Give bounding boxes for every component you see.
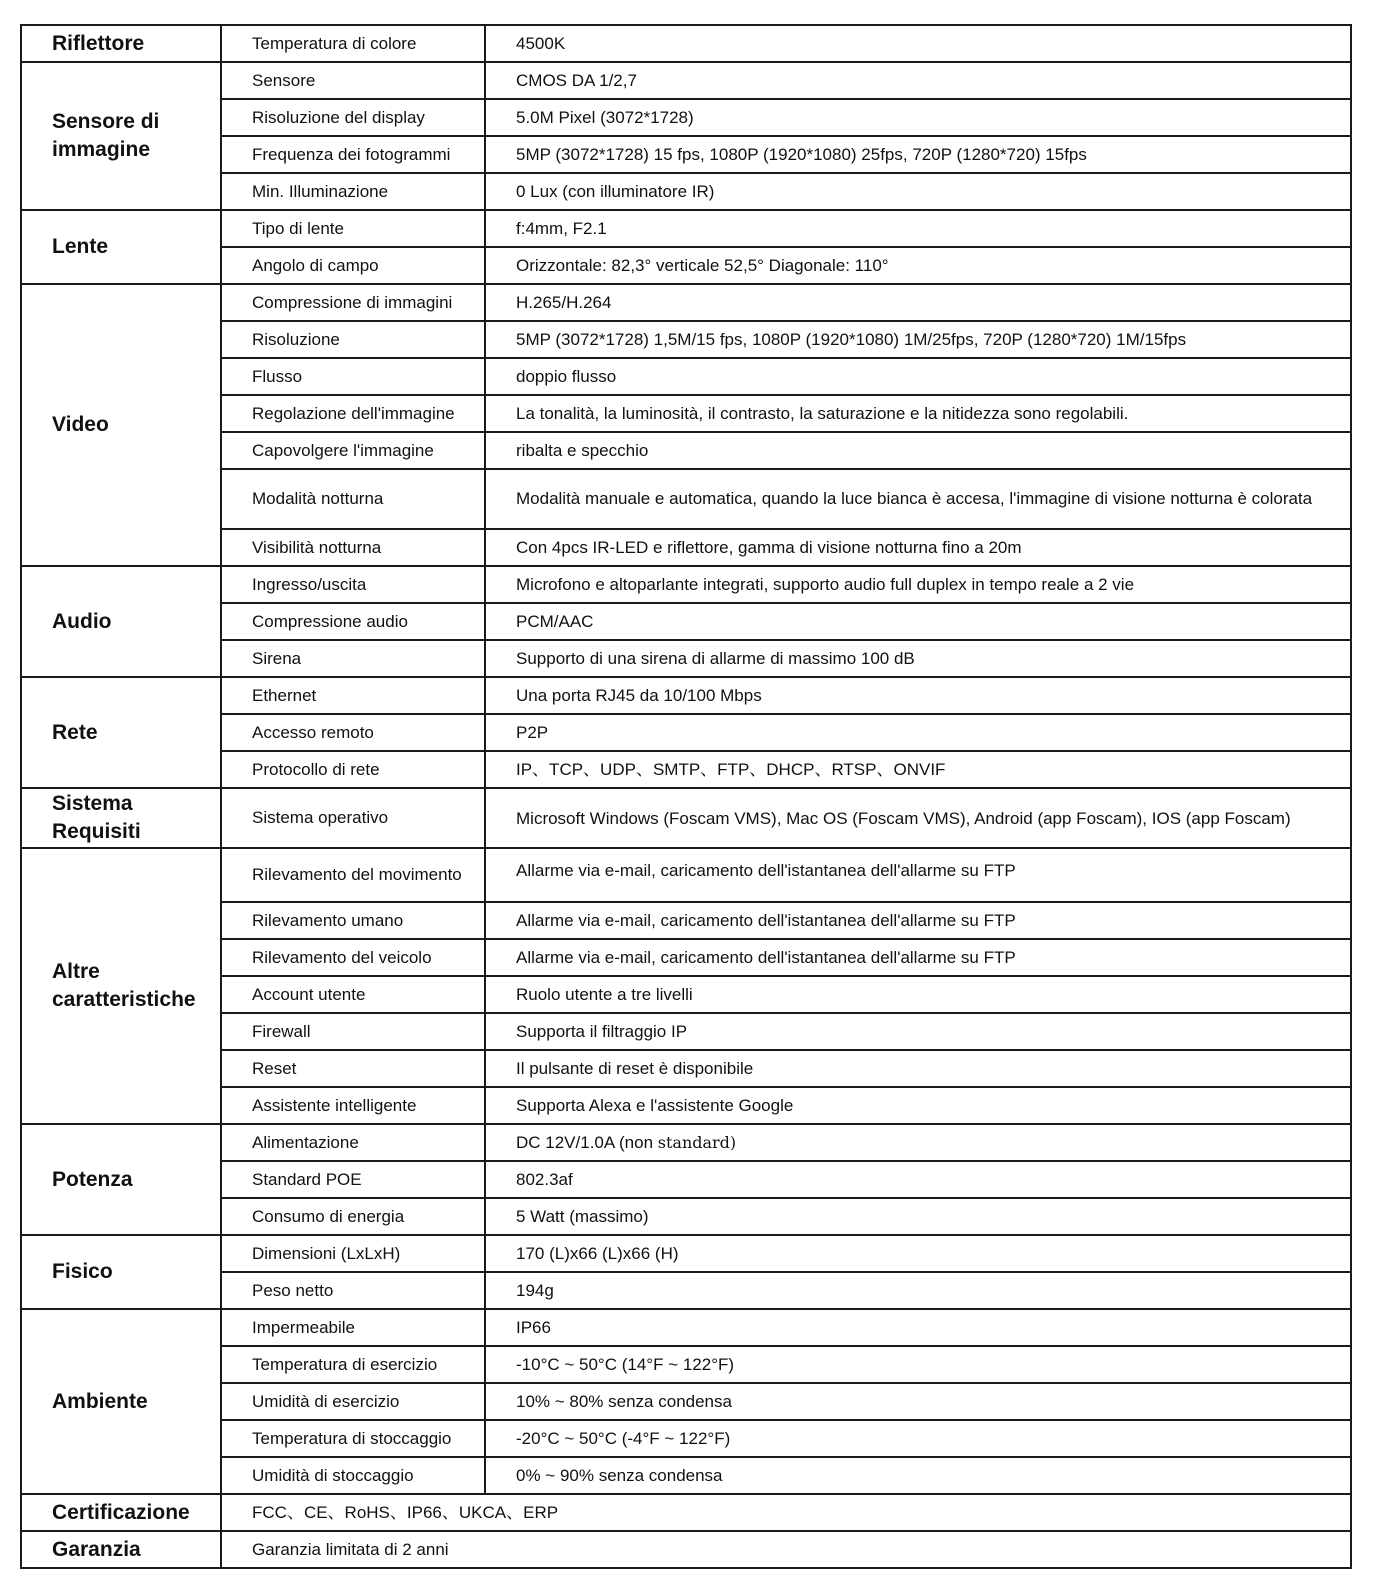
category-cell: Rete xyxy=(21,677,221,788)
feature-cell: Firewall xyxy=(221,1013,485,1050)
value-cell: Modalità manuale e automatica, quando la luce bianca è accesa, l'immagine di visione notturna è colorata xyxy=(485,469,1351,529)
value-cell: La tonalità, la luminosità, il contrasto, la saturazione e la nitidezza sono regolabili. xyxy=(485,395,1351,432)
table-row xyxy=(21,1124,1351,1161)
feature-cell: Sensore xyxy=(221,62,485,99)
table-row xyxy=(21,677,1351,714)
feature-cell: Accesso remoto xyxy=(221,714,485,751)
table-row xyxy=(21,1087,1351,1124)
category-cell: Certificazione xyxy=(21,1494,221,1531)
value-cell: 5MP (3072*1728) 15 fps, 1080P (1920*1080) 25fps, 720P (1280*720) 15fps xyxy=(485,136,1351,173)
category-cell: Altre caratteristiche xyxy=(21,848,221,1124)
table-row xyxy=(21,321,1351,358)
table-row xyxy=(21,1309,1351,1346)
value-cell: CMOS DA 1/2,7 xyxy=(485,62,1351,99)
value-cell: FCC、CE、RoHS、IP66、UKCA、ERP xyxy=(221,1494,1351,1531)
table-row xyxy=(21,25,1351,62)
value-cell: IP、TCP、UDP、SMTP、FTP、DHCP、RTSP、ONVIF xyxy=(485,751,1351,788)
feature-cell: Rilevamento del veicolo xyxy=(221,939,485,976)
feature-cell: Risoluzione del display xyxy=(221,99,485,136)
spec-table-body xyxy=(21,25,1351,1568)
feature-cell: Rilevamento umano xyxy=(221,902,485,939)
table-row xyxy=(21,714,1351,751)
feature-cell: Min. Illuminazione xyxy=(221,173,485,210)
value-cell: Allarme via e-mail, caricamento dell'istantanea dell'allarme su FTP xyxy=(485,848,1351,902)
table-row xyxy=(21,136,1351,173)
feature-cell: Flusso xyxy=(221,358,485,395)
value-cell: Con 4pcs IR-LED e riflettore, gamma di visione notturna fino a 20m xyxy=(485,529,1351,566)
feature-cell: Risoluzione xyxy=(221,321,485,358)
table-row xyxy=(21,1494,1351,1531)
value-cell: Supporto di una sirena di allarme di massimo 100 dB xyxy=(485,640,1351,677)
category-cell: Sistema Requisiti xyxy=(21,788,221,848)
table-row xyxy=(21,99,1351,136)
table-row xyxy=(21,1457,1351,1494)
feature-cell: Visibilità notturna xyxy=(221,529,485,566)
value-cell: Allarme via e-mail, caricamento dell'istantanea dell'allarme su FTP xyxy=(485,902,1351,939)
table-row xyxy=(21,395,1351,432)
value-cell: Microfono e altoparlante integrati, supporto audio full duplex in tempo reale a 2 vie xyxy=(485,566,1351,603)
table-row xyxy=(21,210,1351,247)
value-cell: 10% ~ 80% senza condensa xyxy=(485,1383,1351,1420)
table-row xyxy=(21,358,1351,395)
feature-cell: Dimensioni (LxLxH) xyxy=(221,1235,485,1272)
feature-cell: Regolazione dell'immagine xyxy=(221,395,485,432)
table-row xyxy=(21,1198,1351,1235)
feature-cell: Frequenza dei fotogrammi xyxy=(221,136,485,173)
value-cell: Supporta Alexa e l'assistente Google xyxy=(485,1087,1351,1124)
feature-cell: Sistema operativo xyxy=(221,788,485,848)
value-cell: 170 (L)x66 (L)x66 (H) xyxy=(485,1235,1351,1272)
value-cell: PCM/AAC xyxy=(485,603,1351,640)
value-cell: 802.3af xyxy=(485,1161,1351,1198)
feature-cell: Rilevamento del movimento xyxy=(221,848,485,902)
table-row xyxy=(21,1272,1351,1309)
value-cell: 0% ~ 90% senza condensa xyxy=(485,1457,1351,1494)
feature-cell: Standard POE xyxy=(221,1161,485,1198)
value-cell: Supporta il filtraggio IP xyxy=(485,1013,1351,1050)
table-row xyxy=(21,1531,1351,1568)
value-cell: 4500K xyxy=(485,25,1351,62)
category-cell: Potenza xyxy=(21,1124,221,1235)
value-cell: 194g xyxy=(485,1272,1351,1309)
feature-cell: Protocollo di rete xyxy=(221,751,485,788)
value-cell: -20°C ~ 50°C (-4°F ~ 122°F) xyxy=(485,1420,1351,1457)
table-row xyxy=(21,976,1351,1013)
feature-cell: Assistente intelligente xyxy=(221,1087,485,1124)
table-row xyxy=(21,902,1351,939)
feature-cell: Umidità di esercizio xyxy=(221,1383,485,1420)
table-row xyxy=(21,603,1351,640)
value-cell: Il pulsante di reset è disponibile xyxy=(485,1050,1351,1087)
value-cell: ribalta e specchio xyxy=(485,432,1351,469)
value-cell: P2P xyxy=(485,714,1351,751)
value-cell: -10°C ~ 50°C (14°F ~ 122°F) xyxy=(485,1346,1351,1383)
value-cell: doppio flusso xyxy=(485,358,1351,395)
table-row xyxy=(21,469,1351,529)
feature-cell: Consumo di energia xyxy=(221,1198,485,1235)
category-cell: Lente xyxy=(21,210,221,284)
table-row xyxy=(21,432,1351,469)
feature-cell: Compressione audio xyxy=(221,603,485,640)
category-cell: Audio xyxy=(21,566,221,677)
table-row xyxy=(21,1013,1351,1050)
table-row xyxy=(21,566,1351,603)
spec-table xyxy=(20,24,1352,1569)
value-cell: H.265/H.264 xyxy=(485,284,1351,321)
table-row xyxy=(21,1383,1351,1420)
feature-cell: Modalità notturna xyxy=(221,469,485,529)
category-cell: Fisico xyxy=(21,1235,221,1309)
value-cell: f:4mm, F2.1 xyxy=(485,210,1351,247)
value-cell: Orizzontale: 82,3° verticale 52,5° Diagonale: 110° xyxy=(485,247,1351,284)
table-row xyxy=(21,939,1351,976)
feature-cell: Ethernet xyxy=(221,677,485,714)
category-cell: Video xyxy=(21,284,221,566)
table-row xyxy=(21,62,1351,99)
value-cell: 0 Lux (con illuminatore IR) xyxy=(485,173,1351,210)
value-text: DC 12V/1.0A (non xyxy=(516,1132,654,1152)
table-row xyxy=(21,1420,1351,1457)
feature-cell: Compressione di immagini xyxy=(221,284,485,321)
feature-cell: Reset xyxy=(221,1050,485,1087)
table-row xyxy=(21,1161,1351,1198)
value-cell: 5 Watt (massimo) xyxy=(485,1198,1351,1235)
value-cell: Garanzia limitata di 2 anni xyxy=(221,1531,1351,1568)
feature-cell: Peso netto xyxy=(221,1272,485,1309)
value-cell xyxy=(485,1124,1351,1161)
category-cell: Ambiente xyxy=(21,1309,221,1494)
feature-cell: Sirena xyxy=(221,640,485,677)
feature-cell: Account utente xyxy=(221,976,485,1013)
feature-cell: Umidità di stoccaggio xyxy=(221,1457,485,1494)
feature-cell: Angolo di campo xyxy=(221,247,485,284)
value-cell: Allarme via e-mail, caricamento dell'istantanea dell'allarme su FTP xyxy=(485,939,1351,976)
table-row xyxy=(21,284,1351,321)
value-suffix-text: standard) xyxy=(657,1132,737,1152)
feature-cell: Ingresso/uscita xyxy=(221,566,485,603)
table-row xyxy=(21,173,1351,210)
feature-cell: Tipo di lente xyxy=(221,210,485,247)
value-cell: Una porta RJ45 da 10/100 Mbps xyxy=(485,677,1351,714)
table-row xyxy=(21,1050,1351,1087)
value-cell: 5.0M Pixel (3072*1728) xyxy=(485,99,1351,136)
feature-cell: Temperatura di colore xyxy=(221,25,485,62)
category-cell: Sensore di immagine xyxy=(21,62,221,210)
table-row xyxy=(21,640,1351,677)
table-row xyxy=(21,848,1351,902)
table-row xyxy=(21,788,1351,848)
table-row xyxy=(21,1235,1351,1272)
table-row xyxy=(21,1346,1351,1383)
feature-cell: Alimentazione xyxy=(221,1124,485,1161)
table-row xyxy=(21,529,1351,566)
category-cell: Garanzia xyxy=(21,1531,221,1568)
value-cell: 5MP (3072*1728) 1,5M/15 fps, 1080P (1920*1080) 1M/25fps, 720P (1280*720) 1M/15fps xyxy=(485,321,1351,358)
value-cell: Microsoft Windows (Foscam VMS), Mac OS (Foscam VMS), Android (app Foscam), IOS (app Foscam) xyxy=(485,788,1351,848)
feature-cell: Temperatura di stoccaggio xyxy=(221,1420,485,1457)
feature-cell: Capovolgere l'immagine xyxy=(221,432,485,469)
feature-cell: Impermeabile xyxy=(221,1309,485,1346)
value-cell: Ruolo utente a tre livelli xyxy=(485,976,1351,1013)
feature-cell: Temperatura di esercizio xyxy=(221,1346,485,1383)
category-cell: Riflettore xyxy=(21,25,221,62)
table-row xyxy=(21,751,1351,788)
table-row xyxy=(21,247,1351,284)
value-cell: IP66 xyxy=(485,1309,1351,1346)
